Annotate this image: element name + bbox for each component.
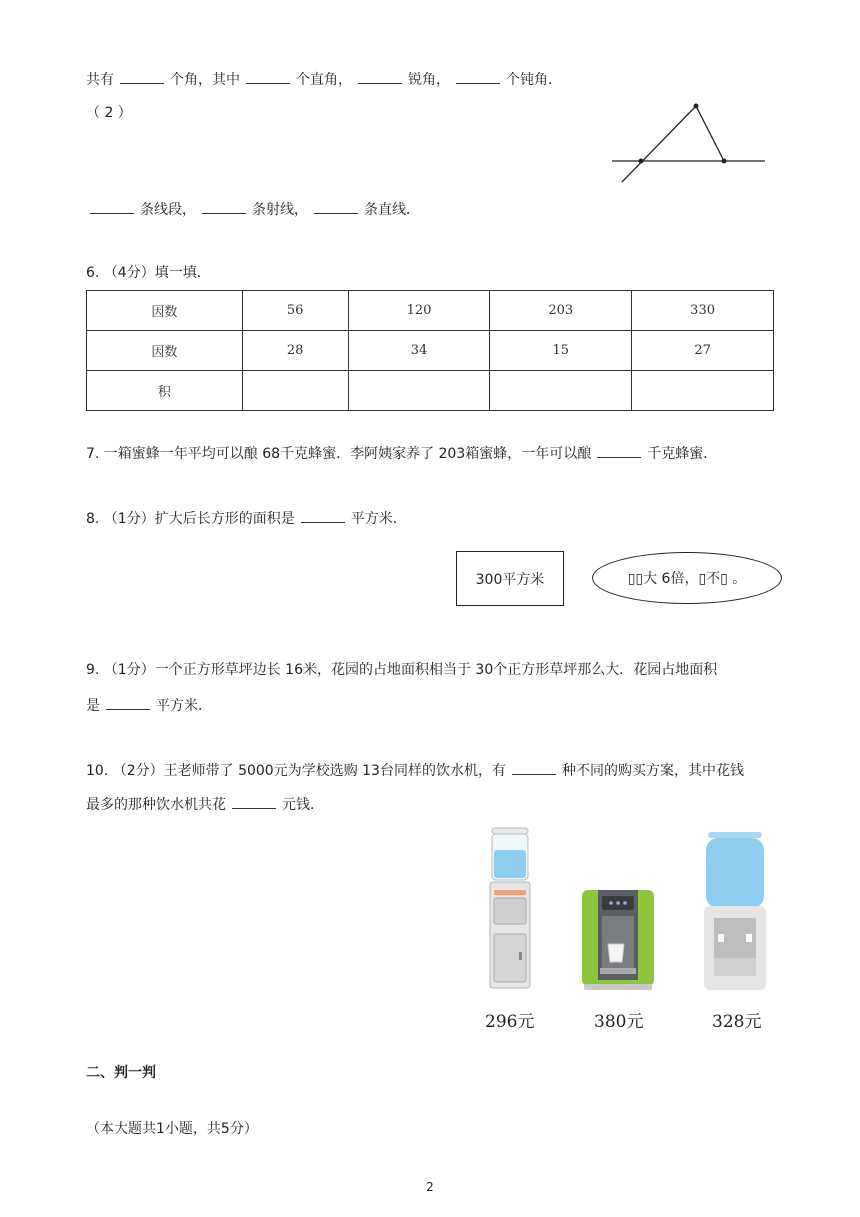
water-dispenser-2-icon [580,888,656,992]
factor-table [86,290,774,411]
text: 个角，其中 [170,72,240,88]
q10-line2 [86,794,324,815]
price-label: 380元 [594,1012,644,1032]
text: 平方米． [156,698,212,714]
table-cell: 28 [242,331,348,371]
text: 平方米． [350,511,407,527]
table-row [87,371,774,411]
q9-line1: 9. （1分）一个正方形草坪边长 16米，花园的占地面积相当于 30个正方形草坪那么大．花园占地面积 [86,662,718,678]
q8-text [86,508,407,529]
table-cell: 因数 [87,291,243,331]
line-figure [610,98,770,186]
table-cell: 330 [632,291,774,331]
table-cell: 34 [348,331,490,371]
q5-sub2-label: （ 2 ） [86,105,132,121]
q5-line1 [86,69,562,90]
answer-blank[interactable] [106,695,150,710]
answer-blank[interactable] [358,69,402,84]
ellipse-note: ▯▯大 6倍，▯不▯ 。 [592,552,782,604]
table-cell: 56 [242,291,348,331]
water-dispenser-1-icon [486,826,534,990]
text: 锐角， [408,72,450,88]
answer-blank[interactable] [90,199,134,214]
text: 7. 一箱蜜蜂一年平均可以酿 68千克蜂蜜．李阿姨家养了 203箱蜜蜂，一年可以酿 [86,446,592,462]
answer-blank[interactable] [232,794,276,809]
answer-blank[interactable] [456,69,500,84]
answer-blank[interactable] [301,508,345,523]
price-label: 296元 [485,1012,535,1032]
answer-blank[interactable] [314,199,358,214]
table-cell: 120 [348,291,490,331]
table-row [87,291,774,331]
answer-blank[interactable] [246,69,290,84]
table-cell: 积 [87,371,243,411]
q7-text [86,443,717,464]
rectangle-figure: 300平方米 [456,551,564,606]
q9-line2 [86,695,212,716]
point [694,104,699,109]
ray-line [622,106,696,182]
text: 8. （1分）扩大后长方形的面积是 [86,511,295,527]
q10-line1 [86,760,744,781]
text: 个钝角． [506,72,562,88]
text: 种不同的购买方案，其中花钱 [561,763,744,779]
table-cell: 15 [490,331,632,371]
answer-cell[interactable] [632,371,774,411]
text: 共有 [86,72,114,88]
q5-line2 [86,199,420,220]
table-row [87,331,774,371]
table-cell: 因数 [87,331,243,371]
section-title: 二、判一判 [86,1065,156,1081]
text: 元钱． [282,797,324,813]
text: 最多的那种饮水机共花 [86,797,226,813]
text: 条直线． [364,202,420,218]
text: 是 [86,698,100,714]
point [639,159,644,164]
answer-cell[interactable] [490,371,632,411]
text: 条射线， [252,202,308,218]
table-cell: 203 [490,291,632,331]
price-label: 328元 [712,1012,762,1032]
answer-blank[interactable] [120,69,164,84]
text: 10. （2分）王老师带了 5000元为学校选购 13台同样的饮水机，有 [86,763,506,779]
section-note: （本大题共1小题，共5分） [86,1121,258,1137]
q6-title: 6. （4分）填一填． [86,265,211,281]
text: 千克蜂蜜． [647,446,718,462]
answer-blank[interactable] [202,199,246,214]
answer-blank[interactable] [512,760,556,775]
page-number: 2 [426,1180,434,1194]
text: 个直角， [296,72,352,88]
segment-line [696,106,724,161]
point [722,159,727,164]
table-cell: 27 [632,331,774,371]
answer-cell[interactable] [348,371,490,411]
water-dispenser-3-icon [700,830,770,992]
text: 条线段， [140,202,196,218]
answer-blank[interactable] [597,443,641,458]
answer-cell[interactable] [242,371,348,411]
